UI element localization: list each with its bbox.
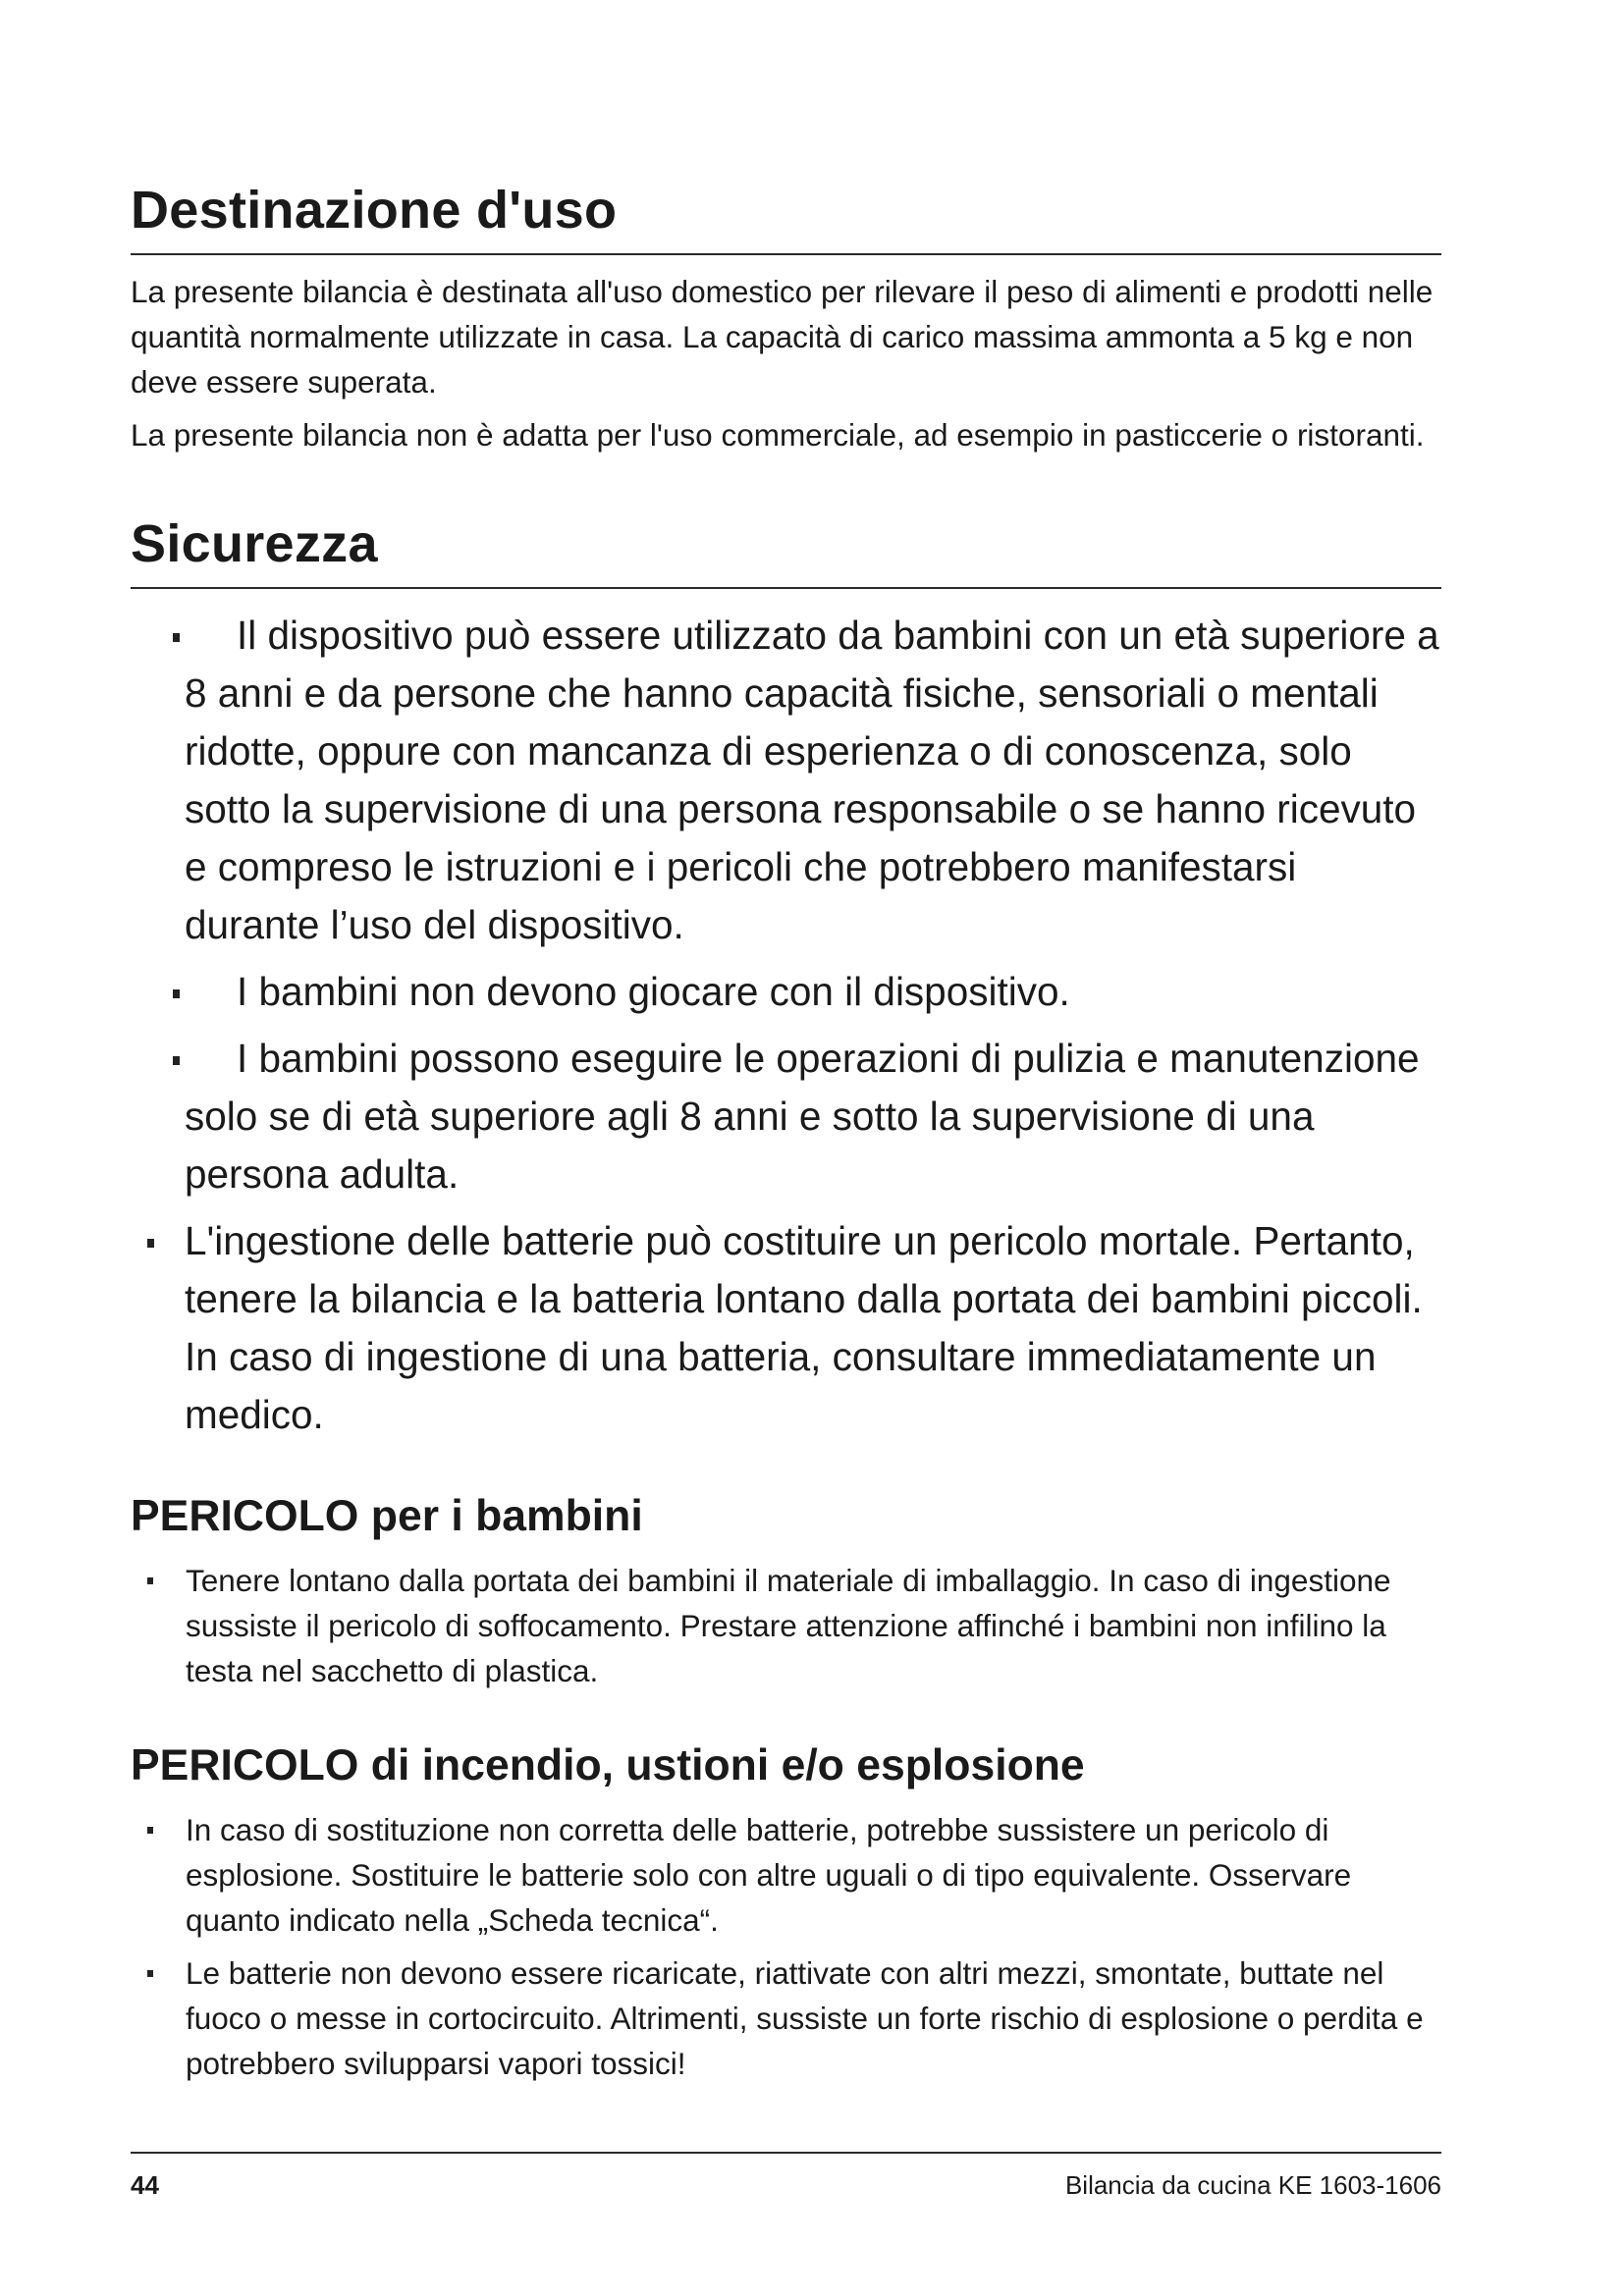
footer-document-title: Bilancia da cucina KE 1603-1606 <box>1064 2170 1441 2200</box>
intended-use-paragraph-2: La presente bilancia non è adatta per l'uso commerciale, ad esempio in pasticcerie o ristoranti. <box>131 417 1425 453</box>
bullet-icon <box>147 1577 153 1584</box>
safety-list <box>131 607 1441 1444</box>
section-title-danger-fire: PERICOLO di incendio, ustioni e/o esplosione <box>131 1741 1085 1789</box>
danger-fire-item-text: Le batterie non devono essere ricaricate, riattivate con altri mezzi, smontate, buttate nel fuoco o messe in cortocircuito. Altrimenti, sussiste un forte rischio di esplosione o perdita e potrebbero svilupparsi vapori tossici! <box>186 1955 1424 2081</box>
danger-children-list <box>131 1558 1441 1693</box>
safety-item-text: I bambini possono eseguire le operazioni di pulizia e manutenzione solo se di età superiore agli 8 anni e sotto la supervisione di una persona adulta. <box>185 1036 1420 1197</box>
bullet-icon <box>173 633 180 642</box>
section-divider <box>131 587 1441 589</box>
danger-children-item <box>131 1558 1441 1693</box>
section-title-danger-children: PERICOLO per i bambini <box>131 1492 643 1540</box>
bullet-icon <box>147 1239 154 1248</box>
page-number: 44 <box>131 2170 159 2200</box>
bullet-icon <box>173 989 180 998</box>
section-title-safety: Sicurezza <box>131 514 378 573</box>
danger-fire-item <box>131 1807 1441 1943</box>
danger-fire-item <box>131 1950 1441 2086</box>
danger-children-item-text: Tenere lontano dalla portata dei bambini il materiale di imballaggio. In caso di ingestione sussiste il pericolo di soffocamento. Prestare attenzione affinché i bambini non infilino la testa nel sacchetto di plastica. <box>186 1563 1391 1688</box>
section-title-intended-use: Destinazione d'uso <box>131 181 618 240</box>
safety-item <box>131 607 1441 954</box>
section-divider <box>131 253 1441 255</box>
bullet-icon <box>173 1056 180 1065</box>
safety-item-text: I bambini non devono giocare con il dispositivo. <box>237 969 1070 1014</box>
safety-item-text: Il dispositivo può essere utilizzato da bambini con un età superiore a 8 anni e da persone che hanno capacità fisiche, sensoriali o mentali ridotte, oppure con mancanza di esperienza o di conoscenza, solo sotto la supervisione di una persona responsabile o se hanno ricevuto e compreso le istruzioni e i pericoli che potrebbero manifestarsi durante l’uso del dispositivo. <box>185 613 1439 947</box>
danger-fire-item-text: In caso di sostituzione non corretta delle batterie, potrebbe sussistere un pericolo di esplosione. Sostituire le batterie solo con altre uguali o di tipo equivalente. Osservare quanto indicato nella „Scheda tecnica“. <box>186 1812 1352 1938</box>
safety-item <box>131 963 1441 1021</box>
safety-item-text: L'ingestione delle batterie può costituire un pericolo mortale. Pertanto, tenere la bilancia e la batteria lontano dalla portata dei bambini piccoli. In caso di ingestione di una batteria, consultare immediatamente un medico. <box>185 1218 1423 1437</box>
safety-item <box>131 1030 1441 1203</box>
footer-divider <box>131 2152 1441 2154</box>
safety-item <box>131 1212 1441 1444</box>
page-content <box>131 175 1441 2094</box>
bullet-icon <box>147 1827 153 1834</box>
bullet-icon <box>147 1970 153 1977</box>
danger-fire-list <box>131 1807 1441 2086</box>
intended-use-paragraph-1: La presente bilancia è destinata all'uso domestico per rilevare il peso di alimenti e prodotti nelle quantità normalmente utilizzate in casa. La capacità di carico massima ammonta a 5 kg e non deve essere superata. <box>131 274 1434 400</box>
